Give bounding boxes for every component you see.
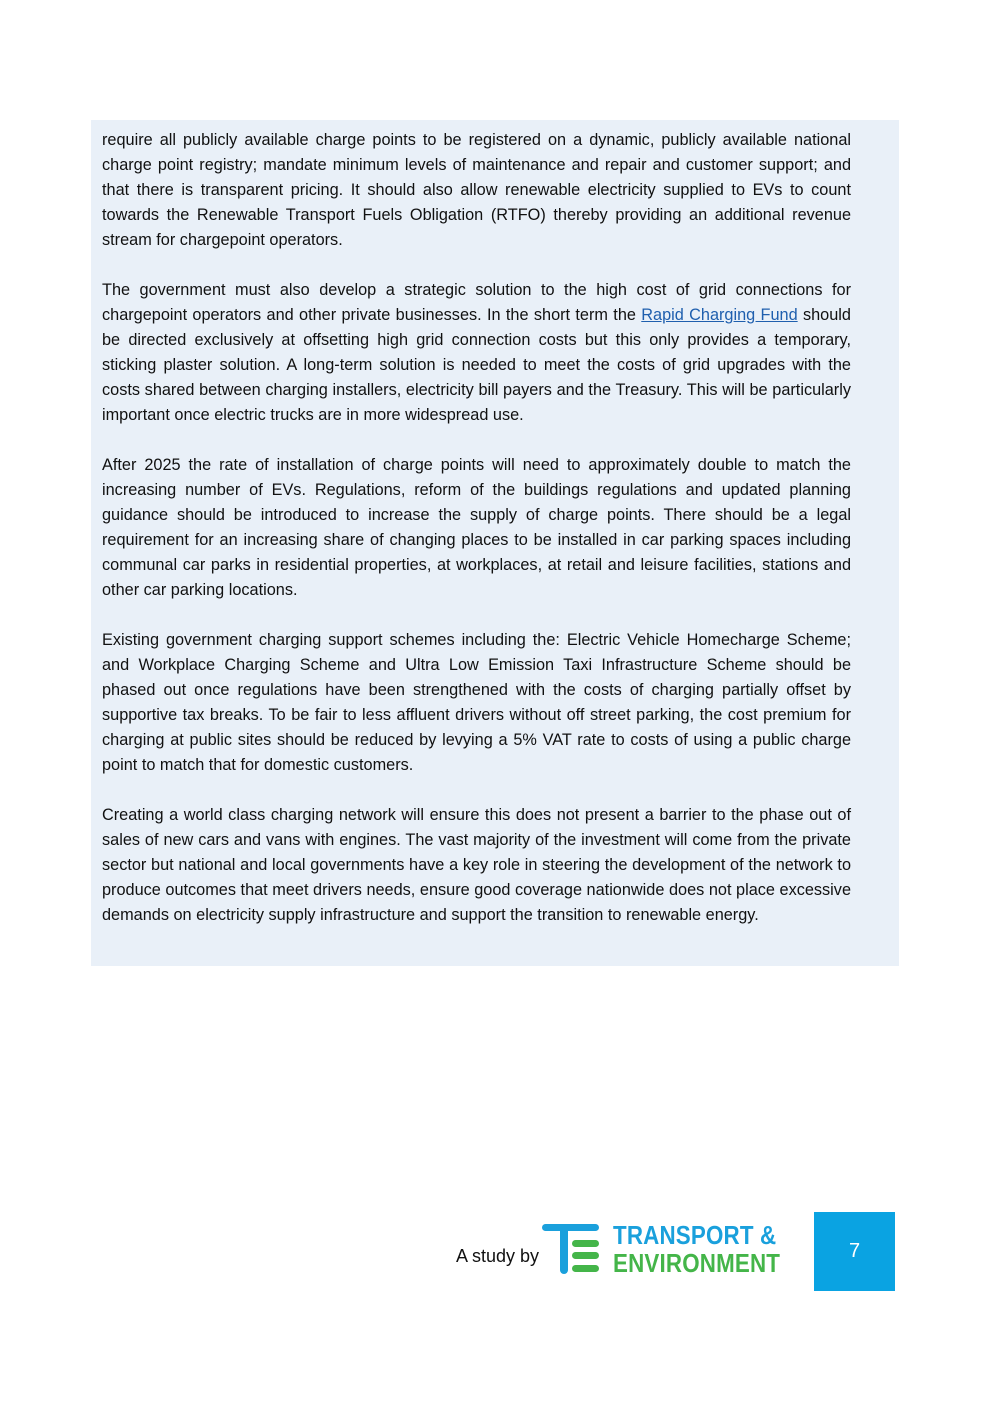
logo-text-environment: ENVIRONMENT: [613, 1248, 781, 1278]
transport-environment-logo: [541, 1222, 805, 1278]
paragraph-support-schemes: Existing government charging support schemes including the: Electric Vehicle Homecharge Scheme; and Workplace Charging Scheme and Ultra Low Emission Taxi Infrastructure Scheme should be phased out once regulations have been strengthened with the costs of charging partially offset by supportive tax breaks. To be fair to less affluent drivers without off street parking, the cost premium for charging at public sites should be reduced by levying a 5% VAT rate to costs of using a public charge point to match that for domestic customers.: [102, 631, 851, 774]
highlight-box: [91, 120, 899, 966]
page-number-box: [814, 1212, 895, 1291]
logo-text-transport: TRANSPORT &: [613, 1220, 777, 1250]
page-number: 7: [848, 1240, 861, 1262]
paragraph-grid-connections: [102, 278, 851, 428]
te-logo-mark-icon: [541, 1222, 601, 1278]
rapid-charging-fund-link[interactable]: Rapid Charging Fund: [641, 306, 798, 324]
paragraph-text: should be directed exclusively at offsetting high grid connection costs but this only provides a temporary, sticking plaster solution. A long-term solution is needed to meet the costs of grid upgrades with the costs shared between charging installers, electricity bill payers and the Treasury. This will be particularly important once electric trucks are in more widespread use.: [102, 306, 851, 424]
paragraph-registry: require all publicly available charge points to be registered on a dynamic, publicly available national charge point registry; mandate minimum levels of maintenance and repair and customer support; and that there is transparent pricing. It should also allow renewable electricity supplied to EVs to count towards the Renewable Transport Fuels Obligation (RTFO) thereby providing an additional revenue stream for chargepoint operators.: [102, 131, 851, 249]
study-by-label: A study by: [456, 1246, 540, 1266]
paragraph-installation-rate: After 2025 the rate of installation of charge points will need to approximately double to match the increasing number of EVs. Regulations, reform of the buildings regulations and updated planning guidance should be introduced to increase the supply of charge points. There should be a legal requirement for an increasing share of changing places to be installed in car parking spaces including communal car parks in residential properties, at workplaces, at retail and leisure facilities, stations and other car parking locations.: [102, 456, 851, 599]
paragraph-text: The government must also develop a strategic solution to the high cost of grid connections for chargepoint operators and other private businesses. In the short term the: [102, 281, 851, 324]
paragraph-world-class-network: Creating a world class charging network will ensure this does not present a barrier to the phase out of sales of new cars and vans with engines. The vast majority of the investment will come from the private sector but national and local governments have a key role in steering the development of the network to produce outcomes that meet drivers needs, ensure good coverage nationwide does not place excessive demands on electricity supply infrastructure and support the transition to renewable energy.: [102, 806, 851, 924]
